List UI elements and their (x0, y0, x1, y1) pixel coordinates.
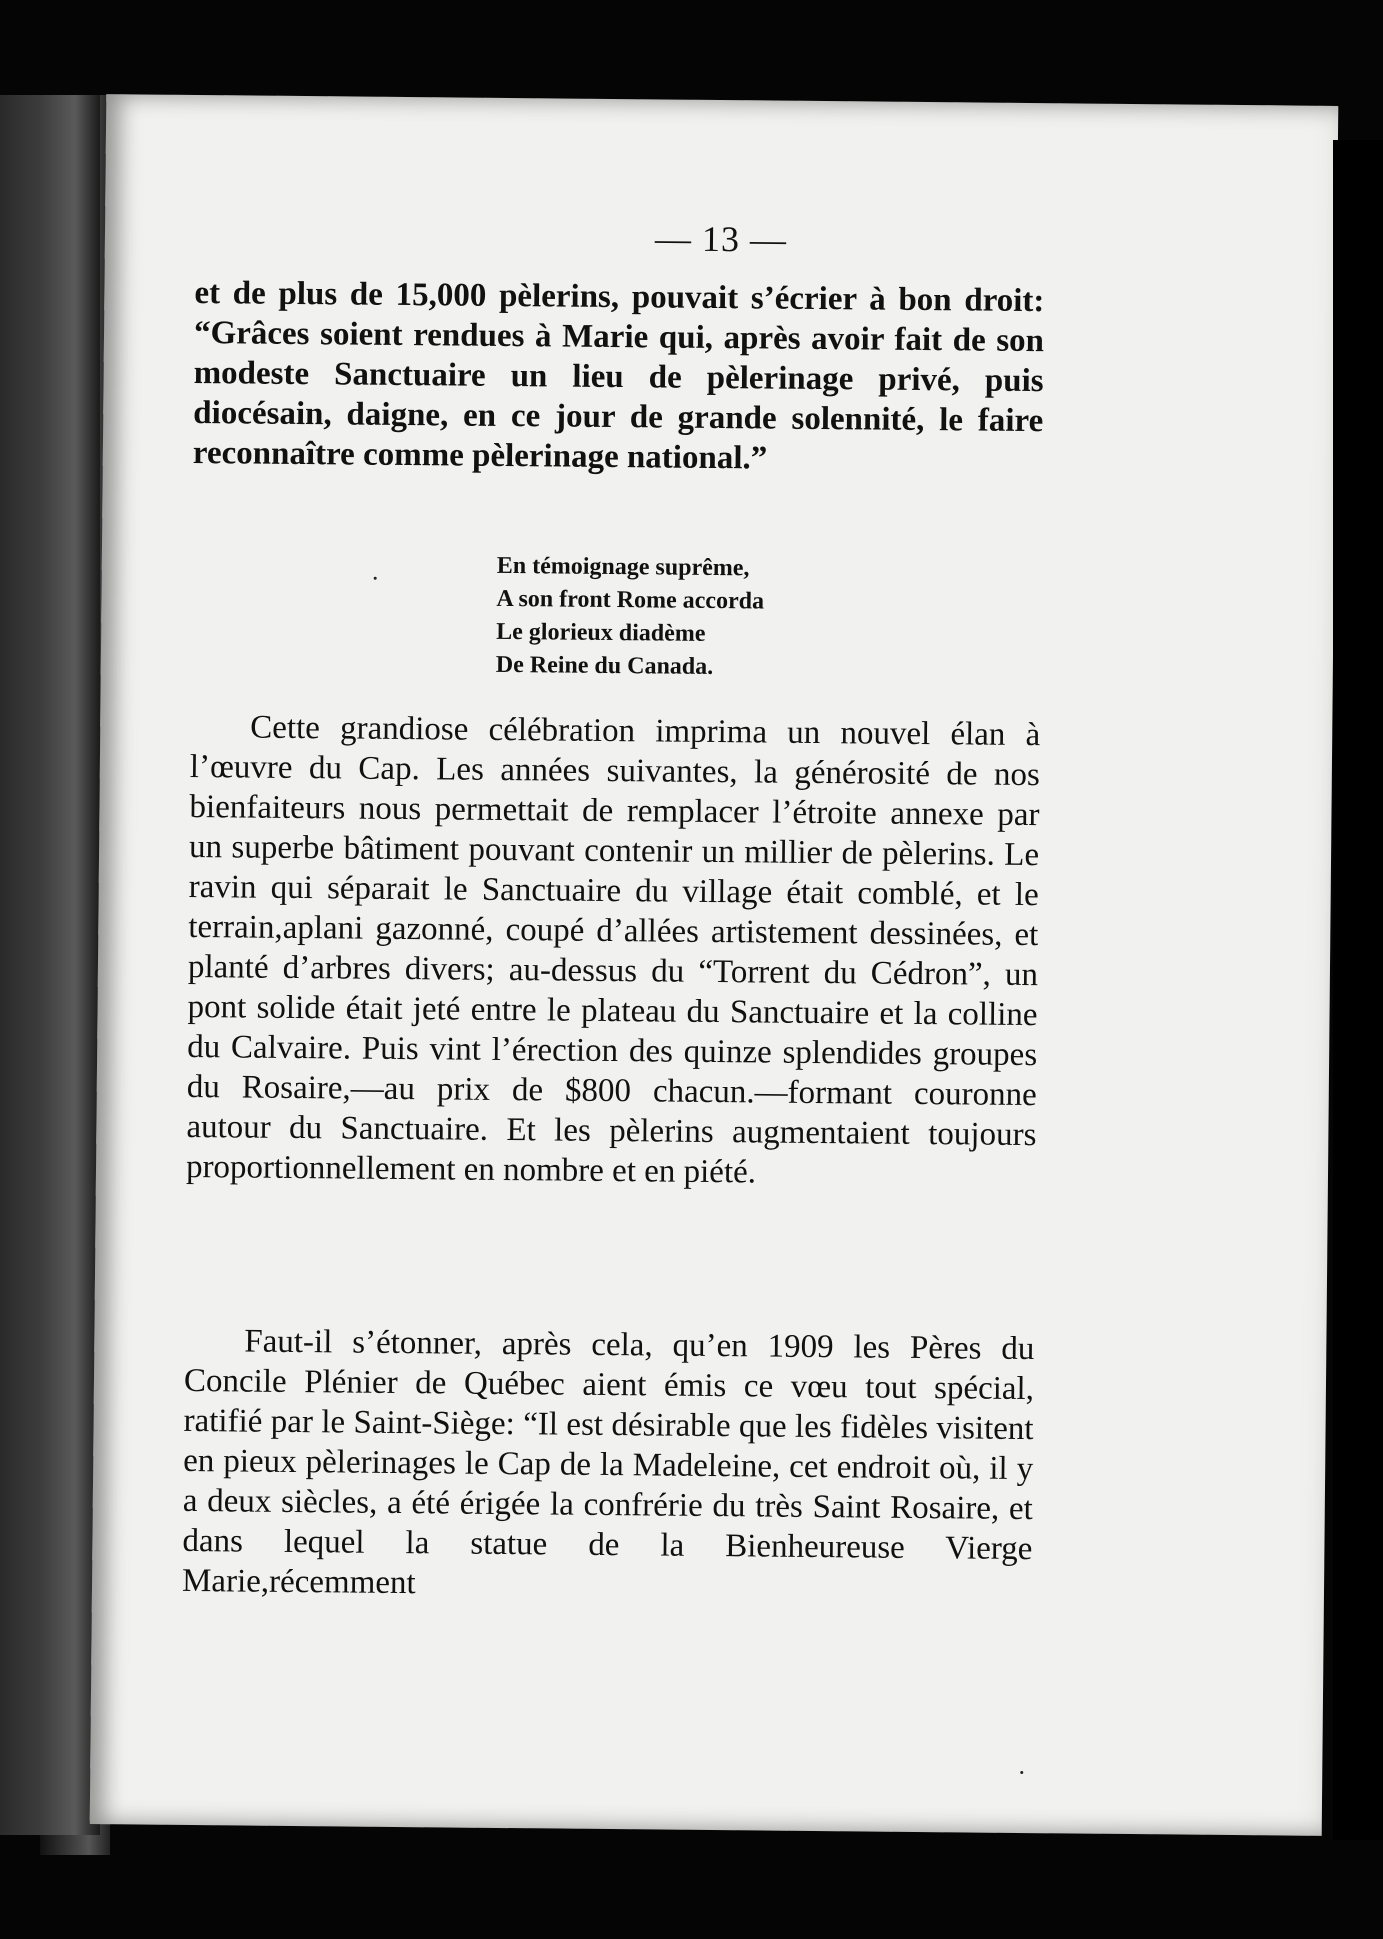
paragraph-text: Faut-il s’étonner, après cela, qu’en 1909 les Pères du Concile Plénier de Québec aient émis ce vœu tout spécial, ratifié par le Saint-Siège: “Il est désirable que les fidèles visitent en pieux pèlerinages le Cap de la Madeleine, cet endroit où, il y a deux siècles, a été érigée la confrérie du très Saint Rosaire, et dans lequel la statue de la Bienheureuse Vierge Marie,récemment (181, 1323, 1035, 1602)
previous-page-edge (0, 95, 100, 1835)
poem-line: A son front Rome accorda (496, 585, 765, 615)
paragraph-celebration (186, 707, 1041, 1195)
paragraph-text: Cette grandiose célébration imprima un nouvel élan à l’œuvre du Cap. Les années suivantes, la générosité de nos bienfaiteurs nous permettait de remplacer l’étroite annexe par un superbe bâtiment pouvant contenir un millier de pèlerins. Le ravin qui séparait le Sanctuaire du village était comblé, et le terrain,aplani gazonné, coupé d’allées artistement dessinées, et planté d’arbres divers; au-dessus du “Torrent du Cédron”, un pont solide était jeté entre le plateau du Sanctuaire et la colline du Calvaire. Puis vint l’érection des quinze splendides groupes du Rosaire,—au prix de $800 chacun.—formant couronne autour du Sanctuaire. Et les pèlerins augmentaient toujours proportionnellement en nombre et en piété. (185, 709, 1041, 1191)
poem-line: Le glorieux diadème (496, 618, 706, 647)
right-scan-edge (1333, 140, 1383, 1840)
book-page (90, 94, 1339, 1836)
poem-line: En témoignage suprême, (496, 552, 750, 582)
poem-stanza (496, 550, 917, 686)
page-number: — 13 — (654, 218, 788, 260)
print-speck (374, 577, 377, 580)
paragraph-concile (182, 1321, 1035, 1609)
intro-text: et de plus de 15,000 pèlerins, pouvait s’écrier à bon droit: “Grâces soient rendues à Marie qui, après avoir fait de son modeste Sanctuaire un lieu de pèlerinage privé, puis diocésain, daigne, en ce jour de grande solennité, le faire reconnaître comme pèlerinage national.” (192, 274, 1045, 477)
poem-line: De Reine du Canada. (495, 651, 714, 680)
print-speck (1020, 1771, 1023, 1774)
intro-paragraph (193, 273, 1045, 481)
